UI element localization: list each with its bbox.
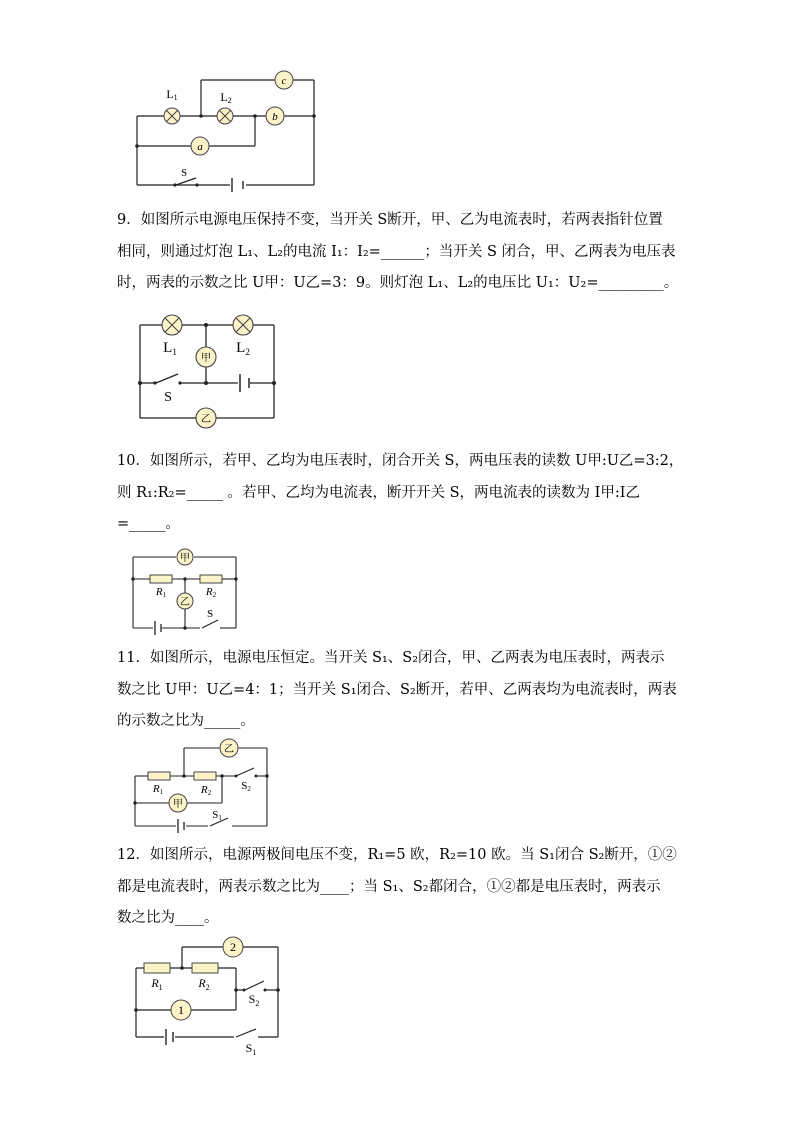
switch-s2-label: $S_2$ (248, 992, 260, 1008)
q12-line-2: 都是电流表时，两表示数之比为____；当 S₁、S₂都闭合，①②都是电压表时，两表示 (117, 878, 661, 895)
lamp-l2-label: L2 (220, 90, 232, 105)
meter-b-label: b (272, 111, 278, 123)
resistor-r1-label: $R_1$ (151, 976, 163, 992)
resistor-r2-label: $R_2$ (198, 976, 210, 992)
q11-line-1: 11．如图所示，电源电压恒定。当开关 S₁、S₂闭合，甲、乙两表为电压表时，两表示 (117, 650, 665, 666)
lamp-l1-label: L1 (166, 87, 178, 102)
meter-c-label: c (281, 75, 287, 87)
switch-s-label: S (180, 167, 188, 179)
q10-line-1: 10．如图所示，若甲、乙均为电压表时，闭合开关 S，两电压表的读数 U甲:U乙=3:2， (117, 453, 684, 469)
switch-s1-label: $S_1$ (245, 1041, 257, 1057)
meter-2-label: 2 (230, 940, 236, 954)
lamp-l2-label: $L_2$ (236, 340, 250, 357)
meter-yi-label: 乙 (180, 597, 190, 608)
q9-line-1: 9．如图所示电源电压保持不变，当开关 S断开，甲、乙为电流表时，若两表指针位置 (117, 212, 663, 228)
q12-line-1: 12．如图所示，电源两极间电压不变，R₁=5 欧，R₂=10 欧。当 S₁闭合 S₂断开，①② (117, 847, 677, 863)
meter-yi-label: 乙 (224, 744, 234, 755)
q9-line-3: 时，两表的示数之比 U甲：U乙=3：9。则灯泡 L₁、L₂的电压比 U₁：U₂=_________。 (117, 275, 679, 291)
resistor-r2-label: R2 (200, 784, 212, 797)
meter-jia-label: 甲 (180, 553, 190, 564)
q9-line-2: 相同，则通过灯泡 L₁、L₂的电流 I₁：I₂=______；当开关 S 闭合，甲、乙两表为电压表 (117, 243, 676, 260)
q11-line-3: 的示数之比为_____。 (117, 713, 255, 729)
meter-a-label: a (197, 141, 203, 153)
meter-yi-label: 乙 (201, 414, 211, 425)
q10-line-2: 则 R₁:R₂=_____ 。若甲、乙均为电流表，断开开关 S，两电流表的读数为 I甲:I乙 (117, 484, 640, 501)
lamp-l1-label: $L_1$ (163, 340, 177, 357)
resistor-r1-label: R1 (152, 783, 164, 796)
switch-s-label: S (164, 390, 172, 405)
switch-s-label: S (206, 608, 214, 620)
q10-line-3: =_____。 (117, 516, 180, 532)
q11-line-2: 数之比 U甲：U乙=4：1；当开关 S₁闭合、S₂断开，若甲、乙两表均为电流表时，两表 (117, 681, 677, 698)
meter-1-label: 1 (178, 1003, 184, 1017)
meter-jia-label: 甲 (201, 353, 211, 364)
switch-s2-label: S2 (241, 780, 251, 793)
q12-line-3: 数之比为____。 (117, 910, 219, 926)
resistor-r1-label: R1 (155, 586, 167, 599)
switch-s1-label: S1 (212, 809, 222, 822)
resistor-r2-label: R2 (205, 586, 217, 599)
meter-jia-label: 甲 (173, 799, 183, 810)
